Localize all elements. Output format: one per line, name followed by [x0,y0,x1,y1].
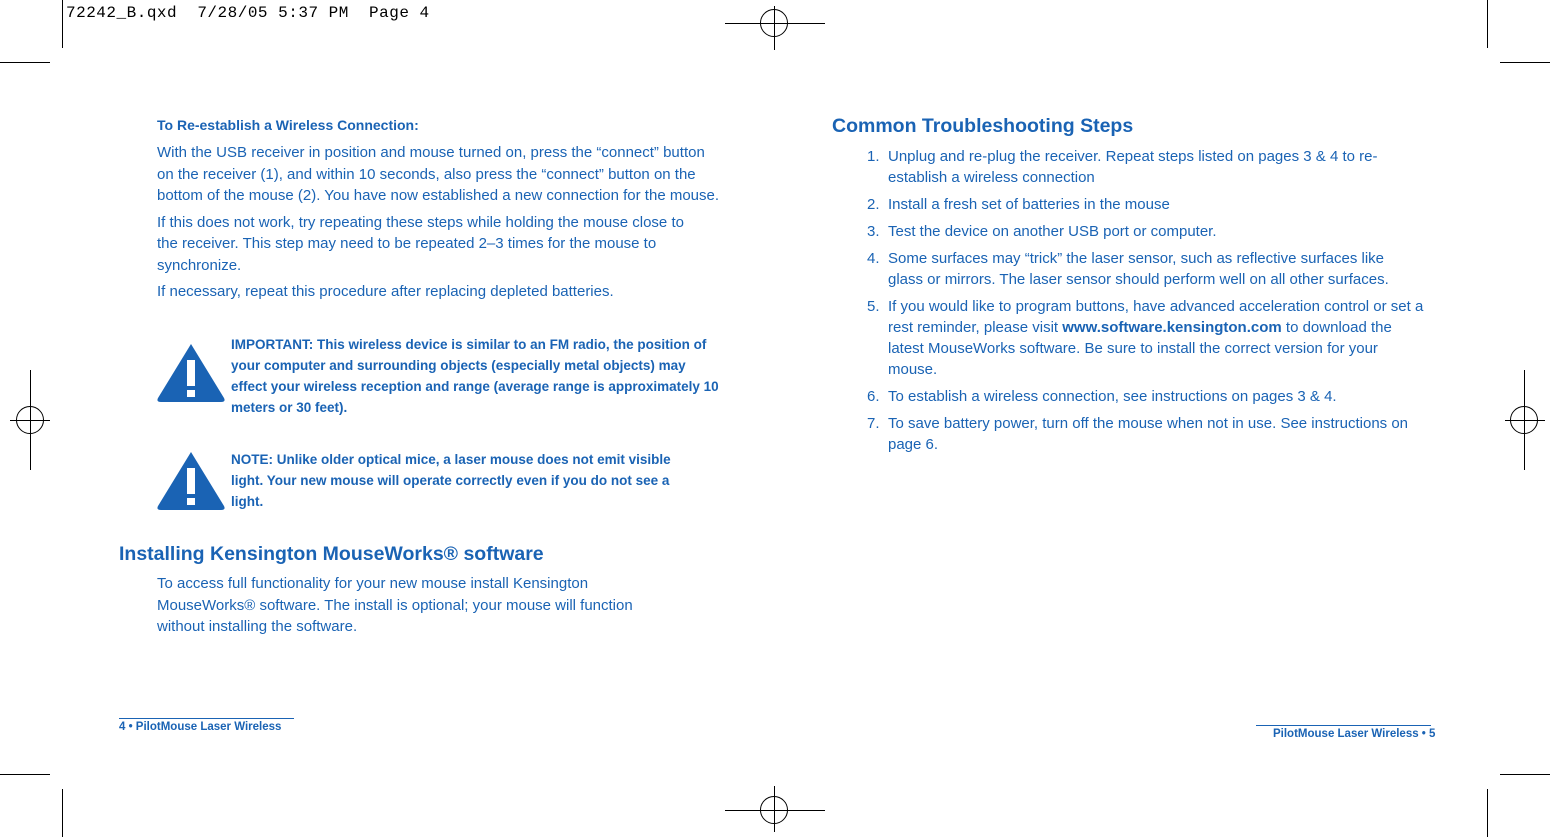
list-item: 1. Unplug and re-plug the receiver. Repeat steps listed on pages 3 & 4 to re-establish a wireless connection [867,148,1378,186]
list-item: 4. Some surfaces may “trick” the laser sensor, such as reflective surfaces like glass or mirrors. The laser sensor should perform well on all other surfaces. [867,250,1389,288]
note-notice: NOTE: Unlike older optical mice, a laser mouse does not emit visible light. Your new mouse will operate correctly even if you do not see a light. [231,452,671,509]
install-heading: Installing Kensington MouseWorks® software [119,543,544,565]
printer-slug: 72242_B.qxd 7/28/05 5:37 PM Page 4 [66,4,430,22]
important-notice: IMPORTANT: This wireless device is similar to an FM radio, the position of your computer and surrounding objects (especially metal objects) may effect your wireless reception and range (average range is approximately 10 meters or 30 feet). [231,337,719,415]
warning-exclamation-icon [156,450,226,512]
software-website-link[interactable]: www.software.kensington.com [1062,319,1282,336]
reestablish-body [157,142,722,303]
page-footer-left: 4 • PilotMouse Laser Wireless [119,721,282,733]
list-item: 3. Test the device on another USB port or computer. [867,223,1217,240]
footer-rule [1256,725,1431,726]
install-body: To access full functionality for your new mouse install Kensington MouseWorks® software. The install is optional; your mouse will function without installing the software. [157,575,633,635]
troubleshooting-steps [832,146,1432,461]
paragraph: If necessary, repeat this procedure after replacing depleted batteries. [157,283,614,300]
list-item: 5. If you would like to program buttons, have advanced acceleration control or set a rest reminder, please visit www.software.kensington.com to download the latest MouseWorks software. Be sure to install the correct version for your mouse. [867,298,1424,378]
troubleshooting-heading: Common Troubleshooting Steps [832,115,1134,137]
reestablish-heading: To Re-establish a Wireless Connection: [157,117,419,133]
list-item: 7. To save battery power, turn off the mouse when not in use. See instructions on page 6. [867,415,1409,453]
page-footer-right: PilotMouse Laser Wireless • 5 [1273,728,1436,740]
warning-exclamation-icon [156,342,226,404]
list-item: 2. Install a fresh set of batteries in the mouse [867,196,1170,213]
paragraph: With the USB receiver in position and mouse turned on, press the “connect” button on the receiver (1), and within 10 seconds, also press the “connect” button on the bottom of the mouse (2). You have now established a new connection for the mouse. [157,144,720,204]
paragraph: If this does not work, try repeating these steps while holding the mouse close to the receiver. This step may need to be repeated 2–3 times for the mouse to synchronize. [157,213,684,274]
footer-rule [119,718,294,719]
list-item: 6. To establish a wireless connection, see instructions on pages 3 & 4. [867,388,1337,405]
